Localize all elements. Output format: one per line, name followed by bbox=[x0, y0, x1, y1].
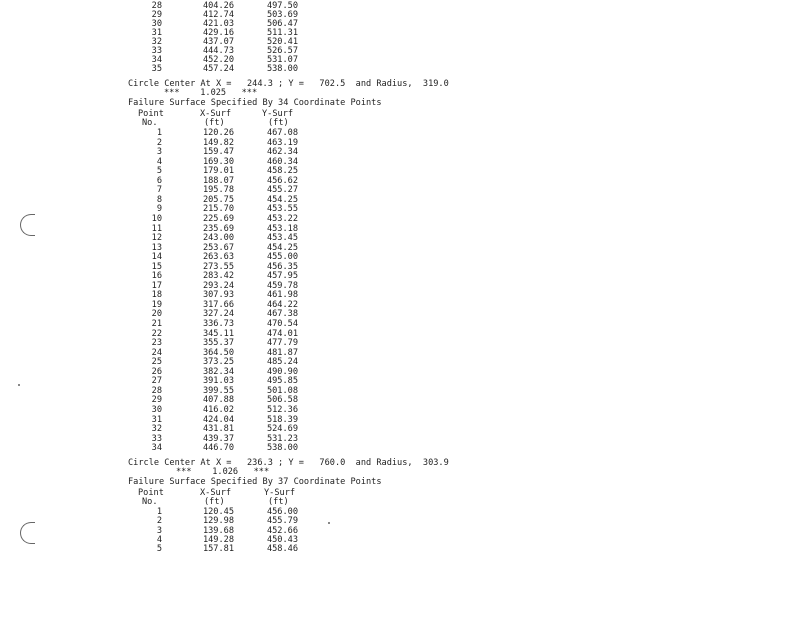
point-number: 30 bbox=[151, 19, 162, 29]
table-row bbox=[0, 425, 800, 433]
point-number: 18 bbox=[151, 290, 162, 301]
x-surf-value: 421.03 bbox=[202, 19, 234, 29]
y-surf-value: 511.31 bbox=[266, 28, 298, 38]
table-header-units bbox=[0, 119, 800, 128]
point-number: 29 bbox=[151, 395, 162, 406]
table-row bbox=[0, 225, 800, 233]
x-surf-value: 382.34 bbox=[202, 366, 234, 377]
column-y-unit: (ft) bbox=[268, 497, 289, 507]
x-surf-value: 293.24 bbox=[202, 280, 234, 291]
circle-center-line: Circle Center At X = 236.3 ; Y = 760.0 and Radius, 303.9 bbox=[128, 458, 449, 468]
table-row bbox=[0, 536, 800, 544]
x-surf-value: 399.55 bbox=[202, 385, 234, 396]
x-surf-value: 429.16 bbox=[202, 28, 234, 38]
y-surf-value: 495.85 bbox=[266, 376, 298, 387]
table-row bbox=[0, 301, 800, 309]
point-number: 2 bbox=[156, 137, 162, 148]
y-surf-value: 456.35 bbox=[266, 261, 298, 272]
table-row bbox=[0, 310, 800, 318]
table-row bbox=[0, 205, 800, 213]
x-surf-value: 129.98 bbox=[202, 516, 234, 527]
point-number: 27 bbox=[151, 376, 162, 387]
table-header bbox=[0, 489, 800, 498]
point-number: 5 bbox=[156, 166, 162, 177]
x-surf-value: 431.81 bbox=[202, 424, 234, 435]
y-surf-value: 462.34 bbox=[266, 147, 298, 158]
x-surf-value: 120.26 bbox=[202, 128, 234, 138]
column-y: Y-Surf bbox=[264, 488, 296, 498]
table-row bbox=[0, 196, 800, 204]
x-surf-value: 195.78 bbox=[202, 185, 234, 196]
table-row bbox=[0, 517, 800, 525]
column-y-unit: (ft) bbox=[268, 118, 289, 128]
column-point: Point bbox=[138, 488, 164, 498]
point-number: 3 bbox=[156, 525, 162, 536]
table-row bbox=[0, 396, 800, 404]
x-surf-value: 273.55 bbox=[202, 261, 234, 272]
x-surf-value: 253.67 bbox=[202, 242, 234, 253]
table-row bbox=[0, 186, 800, 194]
y-surf-value: 450.43 bbox=[266, 534, 298, 545]
y-surf-value: 538.00 bbox=[266, 64, 298, 74]
x-surf-value: 444.73 bbox=[202, 46, 234, 56]
y-surf-value: 456.62 bbox=[266, 175, 298, 186]
x-surf-value: 407.88 bbox=[202, 395, 234, 406]
table-row bbox=[0, 406, 800, 414]
table-row bbox=[0, 11, 800, 19]
y-surf-value: 531.07 bbox=[266, 55, 298, 65]
table-row bbox=[0, 527, 800, 535]
x-surf-value: 327.24 bbox=[202, 309, 234, 320]
point-number: 1 bbox=[156, 128, 162, 138]
x-surf-value: 317.66 bbox=[202, 299, 234, 310]
table-row bbox=[0, 263, 800, 271]
point-number: 24 bbox=[151, 347, 162, 358]
point-number: 35 bbox=[151, 64, 162, 74]
x-surf-value: 437.07 bbox=[202, 37, 234, 47]
point-number: 5 bbox=[156, 544, 162, 555]
column-no: No. bbox=[142, 497, 158, 507]
point-number: 1 bbox=[156, 507, 162, 517]
x-surf-value: 149.28 bbox=[202, 534, 234, 545]
point-number: 33 bbox=[151, 433, 162, 444]
x-surf-value: 439.37 bbox=[202, 433, 234, 444]
table-row bbox=[0, 234, 800, 242]
point-number: 20 bbox=[151, 309, 162, 320]
table-row bbox=[0, 368, 800, 376]
x-surf-value: 446.70 bbox=[202, 443, 234, 454]
table-row bbox=[0, 330, 800, 338]
table-header-units bbox=[0, 498, 800, 507]
table-row bbox=[0, 29, 800, 37]
y-surf-value: 531.23 bbox=[266, 433, 298, 444]
x-surf-value: 225.69 bbox=[202, 213, 234, 224]
x-surf-value: 283.42 bbox=[202, 271, 234, 282]
point-number: 3 bbox=[156, 147, 162, 158]
x-surf-value: 373.25 bbox=[202, 357, 234, 368]
x-surf-value: 235.69 bbox=[202, 223, 234, 234]
point-number: 9 bbox=[156, 204, 162, 215]
x-surf-value: 139.68 bbox=[202, 525, 234, 536]
point-number: 4 bbox=[156, 534, 162, 545]
y-surf-value: 453.18 bbox=[266, 223, 298, 234]
column-y: Y-Surf bbox=[262, 109, 294, 119]
table-row bbox=[0, 435, 800, 443]
table-row bbox=[0, 129, 800, 137]
point-number: 15 bbox=[151, 261, 162, 272]
x-surf-value: 345.11 bbox=[202, 328, 234, 339]
y-surf-value: 477.79 bbox=[266, 338, 298, 349]
point-number: 7 bbox=[156, 185, 162, 196]
y-surf-value: 481.87 bbox=[266, 347, 298, 358]
y-surf-value: 474.01 bbox=[266, 328, 298, 339]
y-surf-value: 485.24 bbox=[266, 357, 298, 368]
x-surf-value: 188.07 bbox=[202, 175, 234, 186]
table-row bbox=[0, 20, 800, 28]
safety-factor-line: *** 1.025 *** bbox=[164, 88, 258, 98]
table-row bbox=[0, 167, 800, 175]
table-row bbox=[0, 508, 800, 516]
x-surf-value: 157.81 bbox=[202, 544, 234, 555]
y-surf-value: 454.25 bbox=[266, 242, 298, 253]
table-row bbox=[0, 56, 800, 64]
table-row bbox=[0, 282, 800, 290]
point-number: 21 bbox=[151, 319, 162, 329]
x-surf-value: 120.45 bbox=[202, 507, 234, 517]
table-row bbox=[0, 253, 800, 261]
y-surf-value: 497.50 bbox=[266, 1, 298, 11]
point-number: 32 bbox=[151, 37, 162, 47]
table-row bbox=[0, 215, 800, 223]
y-surf-value: 506.58 bbox=[266, 395, 298, 406]
x-surf-value: 452.20 bbox=[202, 55, 234, 65]
y-surf-value: 460.34 bbox=[266, 156, 298, 167]
point-number: 23 bbox=[151, 338, 162, 349]
table-row bbox=[0, 416, 800, 424]
y-surf-value: 538.00 bbox=[266, 443, 298, 454]
table-row bbox=[0, 339, 800, 347]
point-number: 14 bbox=[151, 252, 162, 263]
table-row bbox=[0, 244, 800, 252]
table-row bbox=[0, 545, 800, 553]
x-surf-value: 215.70 bbox=[202, 204, 234, 215]
table-row bbox=[0, 158, 800, 166]
x-surf-value: 307.93 bbox=[202, 290, 234, 301]
table-row bbox=[0, 38, 800, 46]
table-row bbox=[0, 387, 800, 395]
point-number: 22 bbox=[151, 328, 162, 339]
point-number: 29 bbox=[151, 10, 162, 20]
x-surf-value: 159.47 bbox=[202, 147, 234, 158]
table-row bbox=[0, 2, 800, 10]
point-number: 34 bbox=[151, 55, 162, 65]
table-row bbox=[0, 47, 800, 55]
y-surf-value: 503.69 bbox=[266, 10, 298, 20]
table-row bbox=[0, 148, 800, 156]
x-surf-value: 424.04 bbox=[202, 414, 234, 425]
table-row bbox=[0, 139, 800, 147]
y-surf-value: 455.00 bbox=[266, 252, 298, 263]
y-surf-value: 457.95 bbox=[266, 271, 298, 282]
x-surf-value: 412.74 bbox=[202, 10, 234, 20]
x-surf-value: 179.01 bbox=[202, 166, 234, 177]
y-surf-value: 526.57 bbox=[266, 46, 298, 56]
table-row bbox=[0, 358, 800, 366]
point-number: 32 bbox=[151, 424, 162, 435]
x-surf-value: 416.02 bbox=[202, 404, 234, 415]
column-x: X-Surf bbox=[200, 488, 232, 498]
point-number: 28 bbox=[151, 1, 162, 11]
y-surf-value: 456.00 bbox=[266, 507, 298, 517]
x-surf-value: 263.63 bbox=[202, 252, 234, 263]
y-surf-value: 458.46 bbox=[266, 544, 298, 555]
y-surf-value: 463.19 bbox=[266, 137, 298, 148]
table-row bbox=[0, 177, 800, 185]
y-surf-value: 490.90 bbox=[266, 366, 298, 377]
point-number: 31 bbox=[151, 414, 162, 425]
column-point: Point bbox=[138, 109, 164, 119]
table-row bbox=[0, 377, 800, 385]
table-row bbox=[0, 65, 800, 73]
x-surf-value: 391.03 bbox=[202, 376, 234, 387]
x-surf-value: 355.37 bbox=[202, 338, 234, 349]
point-number: 4 bbox=[156, 156, 162, 167]
y-surf-value: 512.36 bbox=[266, 404, 298, 415]
x-surf-value: 205.75 bbox=[202, 194, 234, 205]
y-surf-value: 467.38 bbox=[266, 309, 298, 320]
y-surf-value: 455.27 bbox=[266, 185, 298, 196]
column-x: X-Surf bbox=[200, 109, 232, 119]
point-number: 34 bbox=[151, 443, 162, 454]
y-surf-value: 453.22 bbox=[266, 213, 298, 224]
y-surf-value: 454.25 bbox=[266, 194, 298, 205]
y-surf-value: 518.39 bbox=[266, 414, 298, 425]
safety-factor-line: *** 1.026 *** bbox=[176, 467, 270, 477]
column-x-unit: (ft) bbox=[204, 497, 225, 507]
point-number: 11 bbox=[151, 223, 162, 234]
point-number: 19 bbox=[151, 299, 162, 310]
x-surf-value: 457.24 bbox=[202, 64, 234, 74]
y-surf-value: 461.98 bbox=[266, 290, 298, 301]
table-row bbox=[0, 272, 800, 280]
table-row bbox=[0, 444, 800, 452]
failure-surface-title: Failure Surface Specified By 34 Coordinate Points bbox=[128, 98, 382, 108]
y-surf-value: 452.66 bbox=[266, 525, 298, 536]
x-surf-value: 404.26 bbox=[202, 1, 234, 11]
point-number: 6 bbox=[156, 175, 162, 186]
y-surf-value: 453.45 bbox=[266, 233, 298, 244]
y-surf-value: 501.08 bbox=[266, 385, 298, 396]
table-row bbox=[0, 291, 800, 299]
table-row bbox=[0, 349, 800, 357]
point-number: 28 bbox=[151, 385, 162, 396]
failure-surface-title: Failure Surface Specified By 37 Coordinate Points bbox=[128, 477, 382, 487]
point-number: 16 bbox=[151, 271, 162, 282]
point-number: 26 bbox=[151, 366, 162, 377]
point-number: 17 bbox=[151, 280, 162, 291]
y-surf-value: 506.47 bbox=[266, 19, 298, 29]
y-surf-value: 467.08 bbox=[266, 128, 298, 138]
y-surf-value: 520.41 bbox=[266, 37, 298, 47]
x-surf-value: 169.30 bbox=[202, 156, 234, 167]
y-surf-value: 470.54 bbox=[266, 319, 298, 329]
x-surf-value: 149.82 bbox=[202, 137, 234, 148]
point-number: 25 bbox=[151, 357, 162, 368]
column-no: No. bbox=[142, 118, 158, 128]
point-number: 2 bbox=[156, 516, 162, 527]
point-number: 31 bbox=[151, 28, 162, 38]
point-number: 8 bbox=[156, 194, 162, 205]
point-number: 33 bbox=[151, 46, 162, 56]
x-surf-value: 364.50 bbox=[202, 347, 234, 358]
y-surf-value: 459.78 bbox=[266, 280, 298, 291]
point-number: 13 bbox=[151, 242, 162, 253]
y-surf-value: 464.22 bbox=[266, 299, 298, 310]
y-surf-value: 453.55 bbox=[266, 204, 298, 215]
column-x-unit: (ft) bbox=[204, 118, 225, 128]
circle-center-line: Circle Center At X = 244.3 ; Y = 702.5 and Radius, 319.0 bbox=[128, 79, 449, 89]
point-number: 10 bbox=[151, 213, 162, 224]
point-number: 30 bbox=[151, 404, 162, 415]
point-number: 12 bbox=[151, 233, 162, 244]
y-surf-value: 524.69 bbox=[266, 424, 298, 435]
x-surf-value: 243.00 bbox=[202, 233, 234, 244]
y-surf-value: 455.79 bbox=[266, 516, 298, 527]
x-surf-value: 336.73 bbox=[202, 319, 234, 329]
table-row bbox=[0, 320, 800, 328]
y-surf-value: 458.25 bbox=[266, 166, 298, 177]
